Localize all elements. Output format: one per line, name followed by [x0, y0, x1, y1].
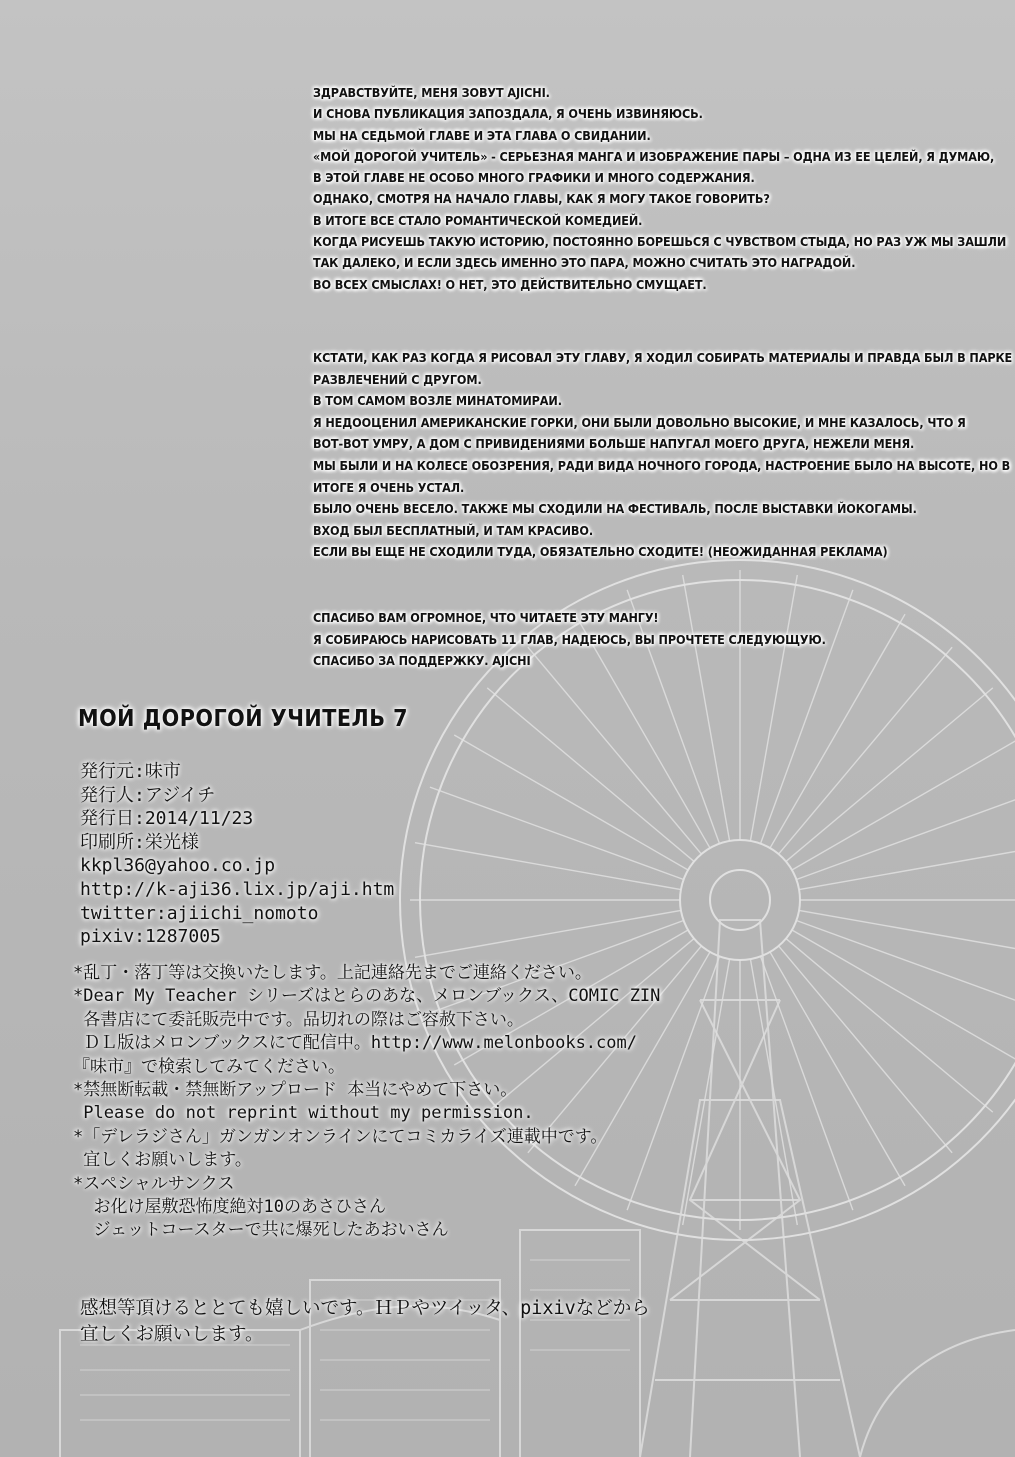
note-line: *Dear My Teacher シリーズはとらのあな、メロンブックス、COMIC ZIN [73, 986, 661, 1007]
afterword-line: В ТОМ САМОМ ВОЗЛЕ МИНАТОМИРАИ. [313, 393, 562, 409]
colophon-line: kkpl36@yahoo.co.jp [80, 855, 276, 877]
afterword-line: МЫ НА СЕДЬМОЙ ГЛАВЕ И ЭТА ГЛАВА О СВИДАНИИ. [313, 127, 651, 143]
afterword-line: БЫЛО ОЧЕНЬ ВЕСЕЛО. ТАКЖЕ МЫ СХОДИЛИ НА ФЕСТИВАЛЬ, ПОСЛЕ ВЫСТАВКИ ЙОКОГАМЫ. [313, 501, 917, 517]
note-line: 各書店にて委託販売中です。品切れの際はご容赦下さい。 [73, 1009, 524, 1030]
afterword-line: ЗДРАВСТВУЙТЕ, МЕНЯ ЗОВУТ AJICHI. [313, 85, 550, 100]
afterword-line: ИТОГЕ Я ОЧЕНЬ УСТАЛ. [313, 479, 465, 495]
colophon-line: pixiv:1287005 [80, 926, 221, 948]
footer-line: 宜しくお願いします。 [80, 1324, 264, 1345]
note-line: Please do not reprint without my permission. [73, 1103, 534, 1124]
note-line: 宜しくお願いします。 [73, 1150, 252, 1171]
afterword-line: Я СОБИРАЮСЬ НАРИСОВАТЬ 11 ГЛАВ, НАДЕЮСЬ, ВЫ ПРОЧТЕТЕ СЛЕДУЮЩУЮ. [313, 631, 826, 647]
afterword-line: КОГДА РИСУЕШЬ ТАКУЮ ИСТОРИЮ, ПОСТОЯННО БОРЕШЬСЯ С ЧУВСТВОМ СТЫДА, НО РАЗ УЖ МЫ ЗАШЛИ [313, 234, 1007, 250]
note-line: *禁無断転載・禁無断アップロード 本当にやめて下さい。 [73, 1080, 518, 1101]
note-line: *「デレラジさん」ガンガンオンラインにてコミカライズ連載中です。 [73, 1126, 608, 1147]
afterword-line: ВО ВСЕХ СМЫСЛАХ! О НЕТ, ЭТО ДЕЙСТВИТЕЛЬНО СМУЩАЕТ. [313, 276, 707, 292]
footer-message [80, 1296, 650, 1348]
colophon-line: twitter:ajiichi_nomoto [80, 902, 319, 924]
colophon-line: 発行日:2014/11/23 [80, 808, 254, 830]
afterword-line: «МОЙ ДОРОГОЙ УЧИТЕЛЬ» - СЕРЬЕЗНАЯ МАНГА И ИЗОБРАЖЕНИЕ ПАРЫ – ОДНА ИЗ ЕЕ ЦЕЛЕЙ, Я ДУМАЮ, [313, 148, 995, 164]
afterword-line: КСТАТИ, КАК РАЗ КОГДА Я РИСОВАЛ ЭТУ ГЛАВУ, Я ХОДИЛ СОБИРАТЬ МАТЕРИАЛЫ И ПРАВДА БЫЛ В ПАРКЕ [313, 350, 1013, 365]
note-line: *スペシャルサンクス [73, 1173, 235, 1194]
afterword-trip [313, 347, 1012, 563]
afterword-line: МЫ БЫЛИ И НА КОЛЕСЕ ОБОЗРЕНИЯ, РАДИ ВИДА НОЧНОГО ГОРОДА, НАСТРОЕНИЕ БЫЛО НА ВЫСОТЕ, НО В [313, 457, 1011, 473]
book-title: МОЙ ДОРОГОЙ УЧИТЕЛЬ 7 [78, 706, 409, 732]
footer-line: 感想等頂けるととても嬉しいです。ＨＰやツイッタ、pixivなどから [80, 1298, 650, 1319]
afterword-line: В ИТОГЕ ВСЕ СТАЛО РОМАНТИЧЕСКОЙ КОМЕДИЕЙ. [313, 212, 643, 228]
note-line: ジェットコースターで共に爆死したあおいさん [73, 1220, 449, 1241]
afterword-thanks [313, 607, 826, 672]
afterword-line: РАЗВЛЕЧЕНИЙ С ДРУГОМ. [313, 371, 482, 387]
afterword-line: В ЭТОЙ ГЛАВЕ НЕ ОСОБО МНОГО ГРАФИКИ И МНОГО СОДЕРЖАНИЯ. [313, 170, 755, 186]
afterword-line: СПАСИБО ЗА ПОДДЕРЖКУ. AJICHI [313, 653, 531, 668]
afterword-line: Я НЕДООЦЕНИЛ АМЕРИКАНСКИЕ ГОРКИ, ОНИ БЫЛИ ДОВОЛЬНО ВЫСОКИЕ, И МНЕ КАЗАЛОСЬ, ЧТО Я [313, 414, 966, 430]
publication-notes [73, 962, 660, 1243]
note-line: 『味市』で検索してみてください。 [73, 1056, 345, 1077]
note-line: *乱丁・落丁等は交換いたします。上記連絡先までご連絡ください。 [73, 963, 592, 983]
note-line: お化け屋敷恐怖度絶対10のあさひさん [73, 1197, 386, 1218]
afterword-intro [313, 82, 1006, 295]
colophon-line: 印刷所:栄光様 [80, 831, 199, 853]
afterword-line: СПАСИБО ВАМ ОГРОМНОЕ, ЧТО ЧИТАЕТЕ ЭТУ МАНГУ! [313, 610, 659, 625]
afterword-line: ТАК ДАЛЕКО, И ЕСЛИ ЗДЕСЬ ИМЕННО ЭТО ПАРА, МОЖНО СЧИТАТЬ ЭТО НАГРАДОЙ. [313, 255, 856, 271]
note-line: ＤＬ版はメロンブックスにて配信中。http://www.melonbooks.com/ [73, 1033, 637, 1054]
colophon-line: 発行元:味市 [80, 761, 181, 782]
colophon-line: http://k-aji36.lix.jp/aji.htm [80, 878, 395, 900]
colophon-line: 発行人:アジイチ [80, 784, 216, 806]
afterword-line: ВОТ-ВОТ УМРУ, А ДОМ С ПРИВИДЕНИЯМИ БОЛЬШЕ НАПУГАЛ МОЕГО ДРУГА, НЕЖЕЛИ МЕНЯ. [313, 436, 915, 452]
colophon-info [80, 760, 394, 949]
afterword-line: ВХОД БЫЛ БЕСПЛАТНЫЙ, И ТАМ КРАСИВО. [313, 522, 593, 538]
afterword-line: ЕСЛИ ВЫ ЕЩЕ НЕ СХОДИЛИ ТУДА, ОБЯЗАТЕЛЬНО СХОДИТЕ! (НЕОЖИДАННАЯ РЕКЛАМА) [313, 544, 888, 560]
afterword-line: ОДНАКО, СМОТРЯ НА НАЧАЛО ГЛАВЫ, КАК Я МОГУ ТАКОЕ ГОВОРИТЬ? [313, 191, 770, 207]
afterword-line: И СНОВА ПУБЛИКАЦИЯ ЗАПОЗДАЛА, Я ОЧЕНЬ ИЗВИНЯЮСЬ. [313, 106, 703, 122]
